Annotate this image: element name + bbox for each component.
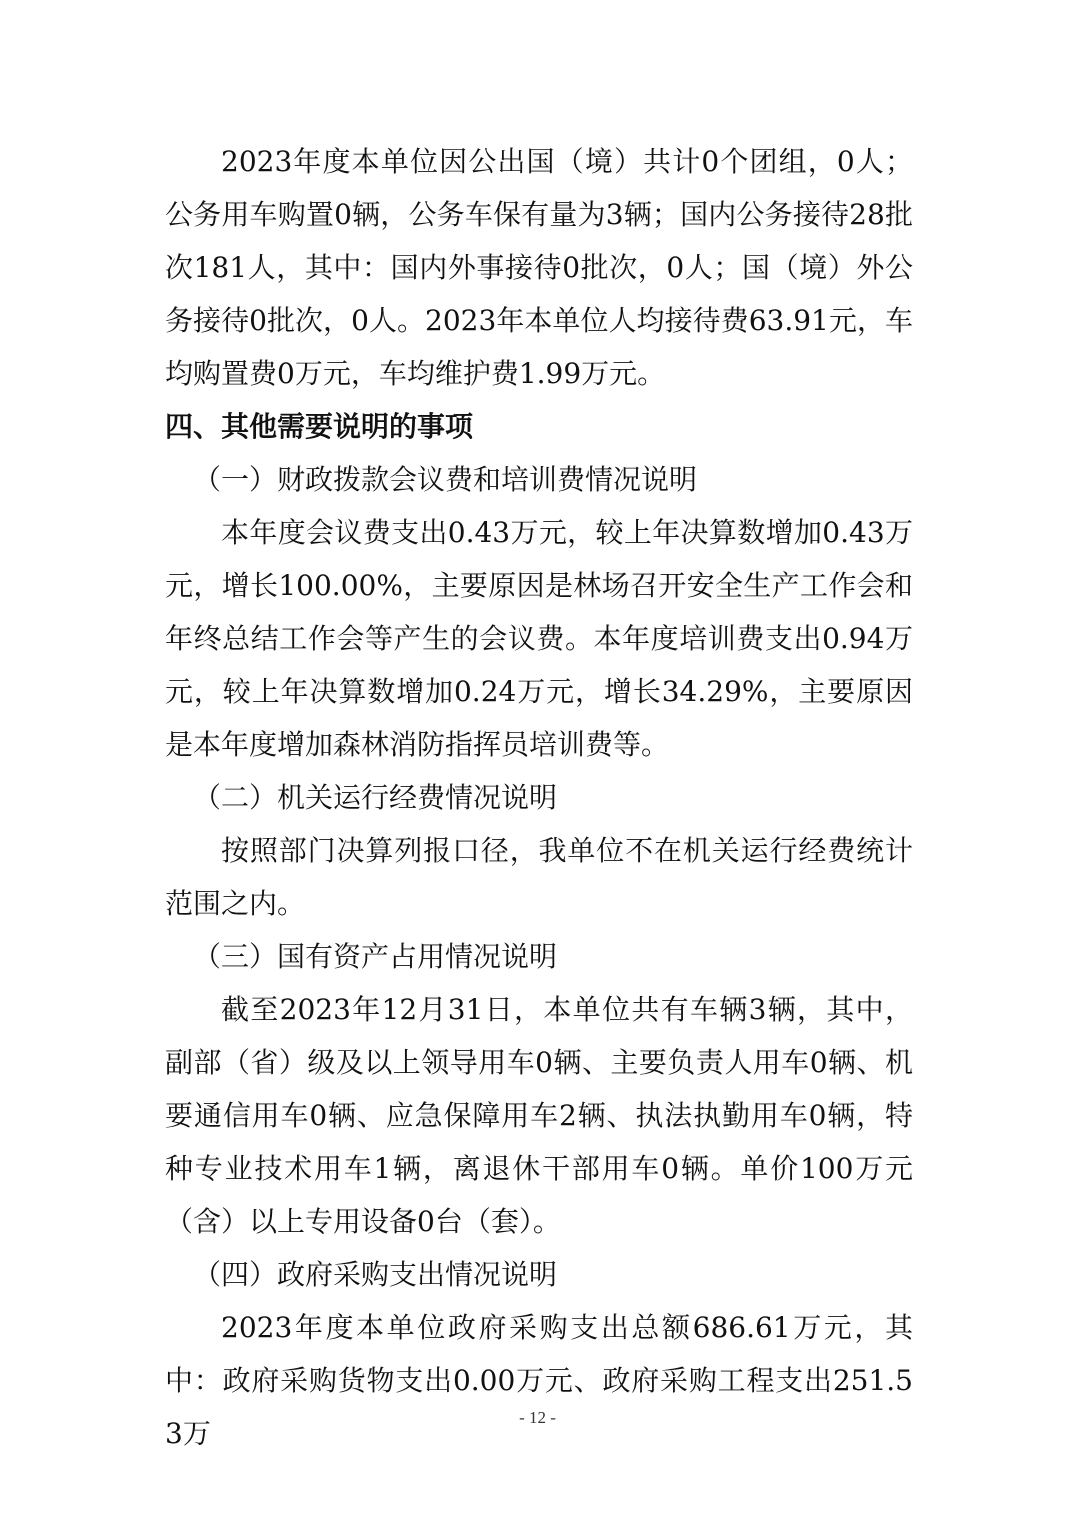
intro-paragraph: 2023年度本单位因公出国（境）共计0个团组，0人；公务用车购置0辆，公务车保有量为3辆；国内公务接待28批次181人，其中：国内外事接待0批次，0人；国（境）外公务接待0批次，0人。2023年本单位人均接待费63.91元，车均购置费0万元，车均维护费1.99万元。 [165,145,913,390]
subsection-body-4: 2023年度本单位政府采购支出总额686.61万元，其中：政府采购货物支出0.00万元、政府采购工程支出251.53万 [165,1311,913,1450]
subsection-body-1: 本年度会议费支出0.43万元，较上年决算数增加0.43万元，增长100.00%，主要原因是林场召开安全生产工作会和年终总结工作会等产生的会议费。本年度培训费支出0.94万元，较上年决算数增加0.24万元，增长34.29%，主要原因是本年度增加森林消防指挥员培训费等。 [165,516,913,761]
subsection-body-2: 按照部门决算列报口径，我单位不在机关运行经费统计范围之内。 [165,834,913,920]
section-heading: 四、其他需要说明的事项 [165,410,474,443]
subsection-body-3: 截至2023年12月31日，本单位共有车辆3辆，其中，副部（省）级及以上领导用车0辆、主要负责人用车0辆、机要通信用车0辆、应急保障用车2辆、执法执勤用车0辆，特种专业技术用车1辆，离退休干部用车0辆。单价100万元（含）以上专用设备0台（套）。 [165,993,913,1238]
subsection-title-2: （二）机关运行经费情况说明 [193,781,558,814]
document-body [165,135,913,1460]
subsection-title-3: （三）国有资产占用情况说明 [193,940,558,973]
subsection-title-1: （一）财政拨款会议费和培训费情况说明 [193,463,698,496]
page-number: - 12 - [519,1408,556,1427]
subsection-title-4: （四）政府采购支出情况说明 [193,1258,558,1291]
